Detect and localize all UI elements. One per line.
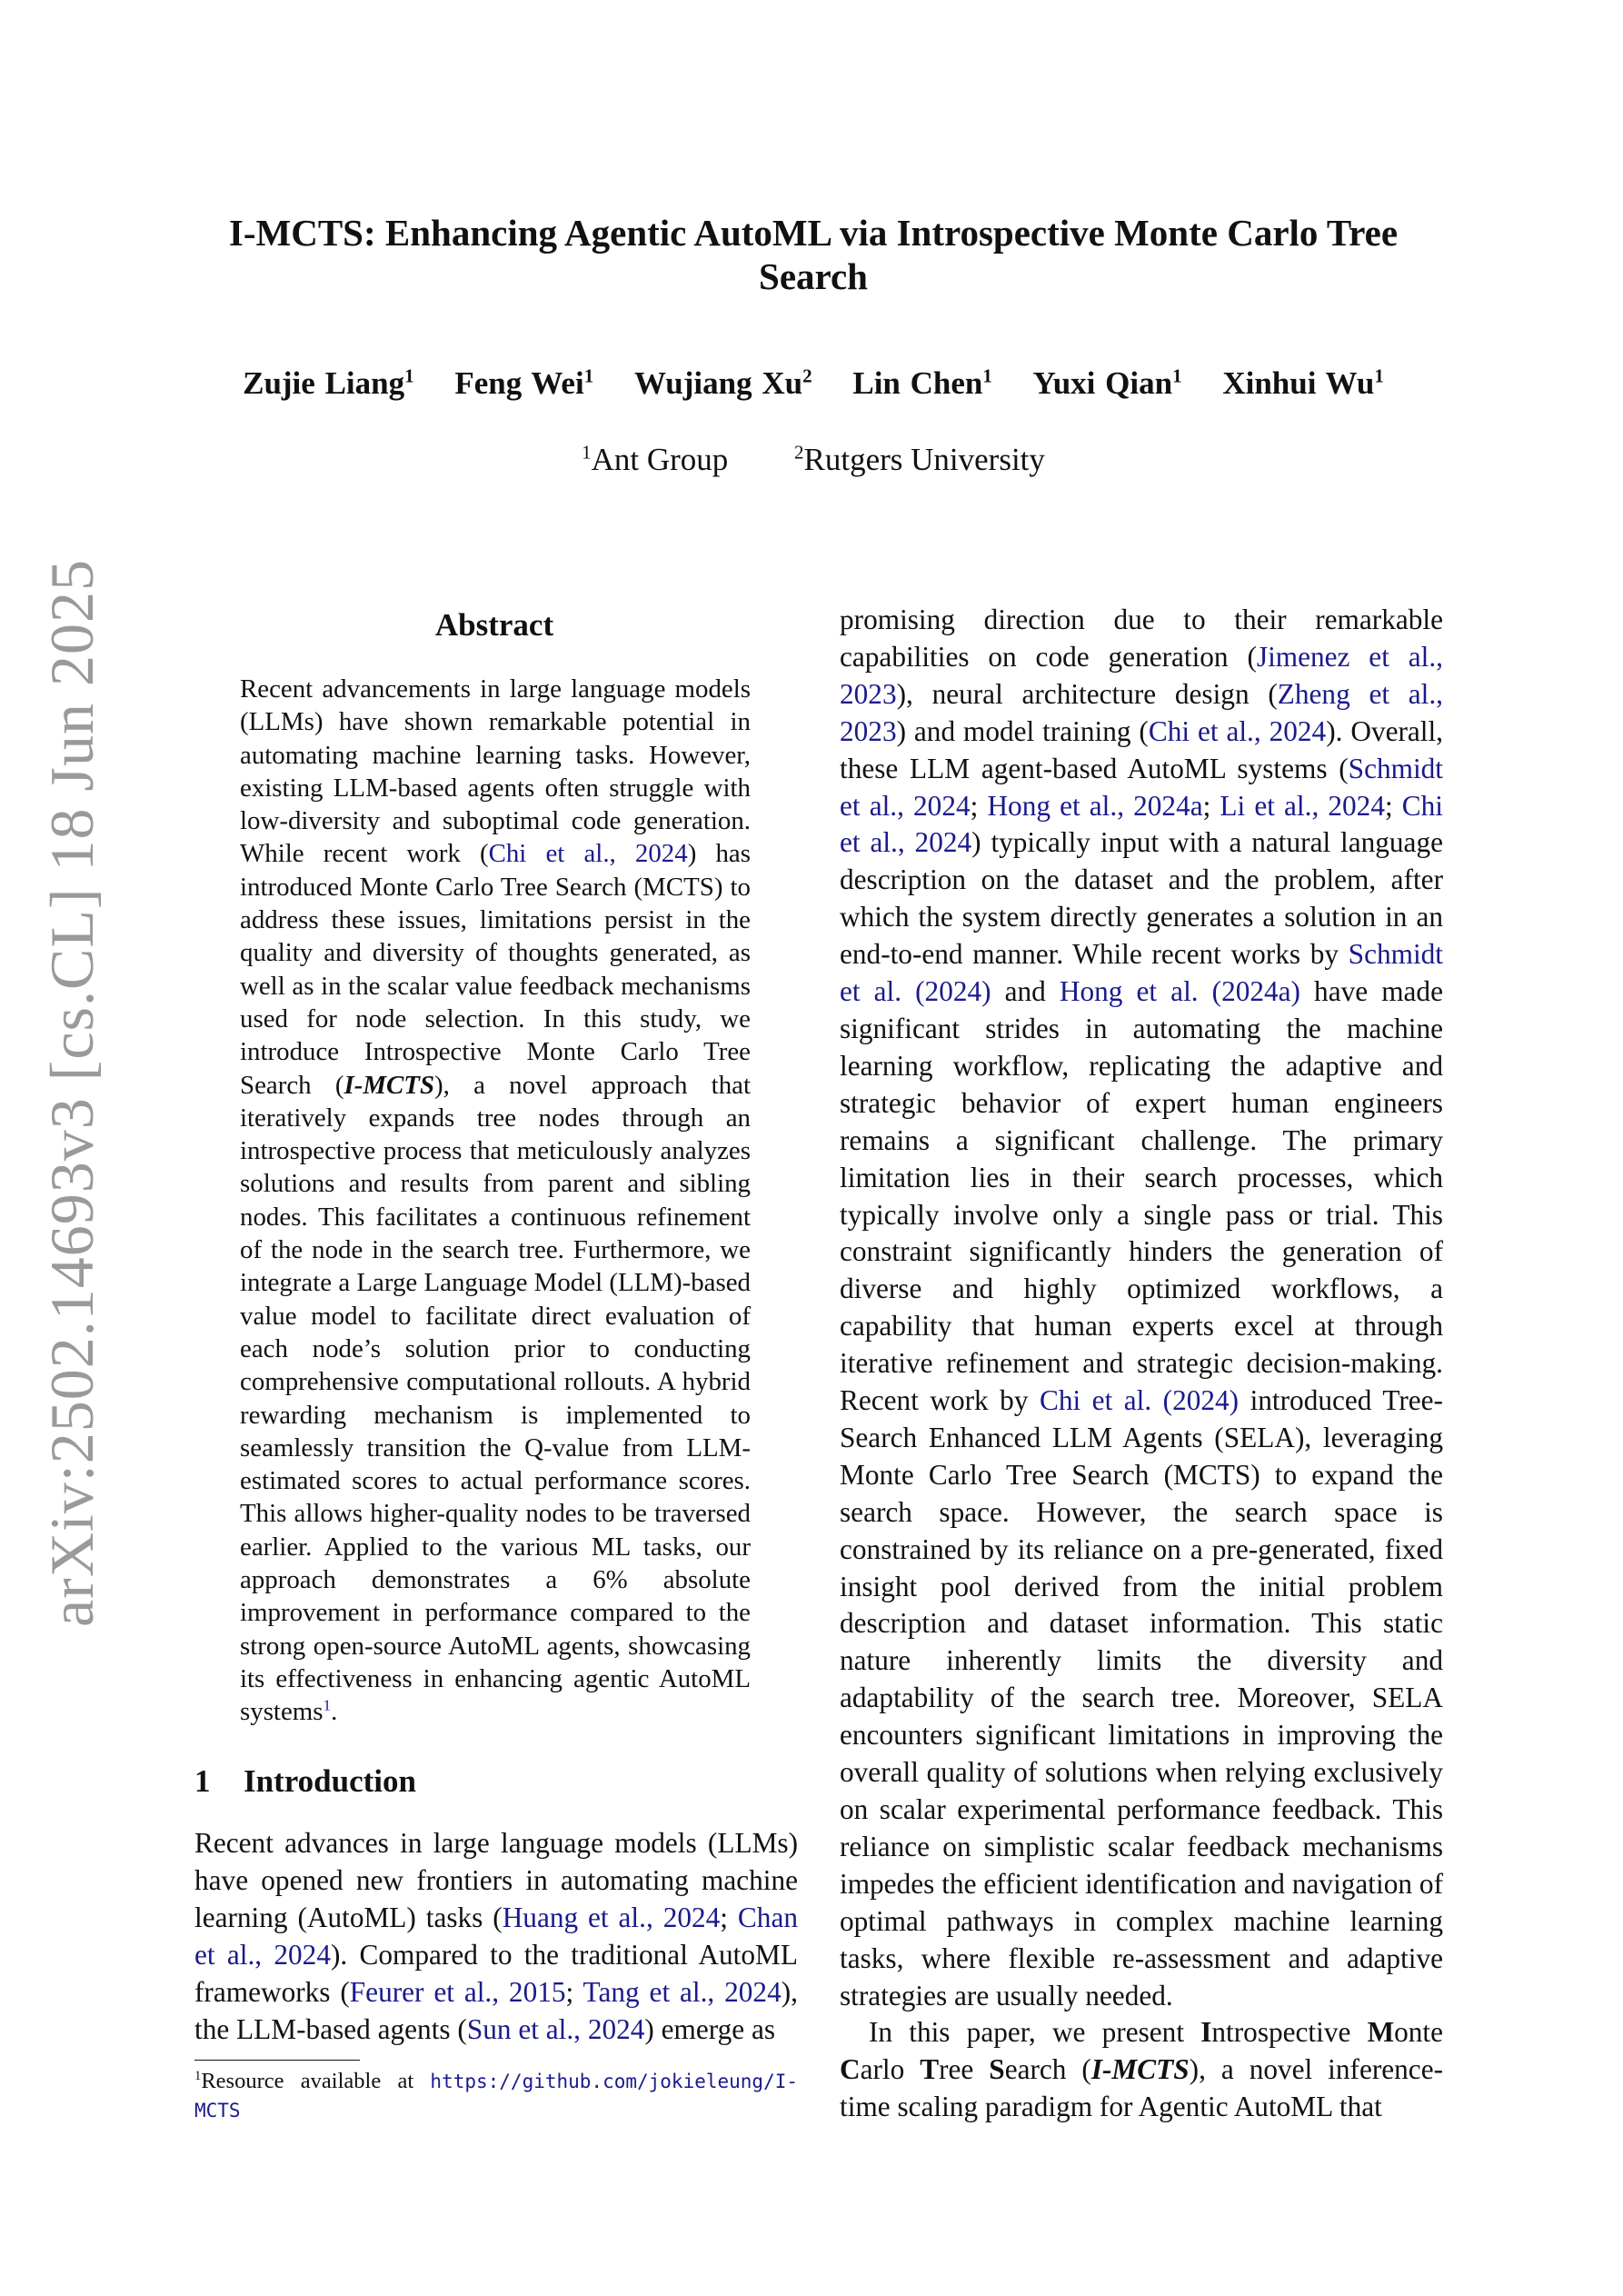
arxiv-identifier: arXiv:2502.14693v3 [cs.CL] 18 Jun 2025 — [37, 558, 106, 1627]
body-text: promising direction due to their remarkable capabilities on code generation ( — [840, 604, 1443, 673]
abstract-text: . — [331, 1697, 338, 1727]
affiliation-mark: 1 — [583, 364, 594, 387]
author-list — [182, 364, 1445, 404]
affiliation-mark: 1 — [404, 364, 414, 387]
affiliation-mark: 1 — [582, 441, 592, 464]
citation-link[interactable]: Hong et al., 2024a — [987, 789, 1203, 822]
acronym-letter: C — [840, 2053, 861, 2086]
paper-title: I-MCTS: Enhancing Agentic AutoML via Introspective Monte Carlo Tree Search — [228, 212, 1399, 297]
author-name: Feng Wei — [454, 365, 584, 401]
body-text: ; — [720, 1901, 738, 1933]
affiliation-mark: 1 — [982, 364, 992, 387]
author-name: Lin Chen — [852, 365, 983, 401]
body-text: earch ( — [1004, 2053, 1091, 2086]
footnote-divider — [194, 2060, 360, 2061]
abstract-text: ) has introduced Monte Carlo Tree Search (MCTS) to address these issues, limitations persist in the quality and diversity of thoughts generated, as well as in the scalar value feedback mechanisms used for node selection. In this study, we introduce Introspective Monte Carlo Tree Search ( — [240, 839, 751, 1100]
footnote-text: Resource available at — [201, 2069, 431, 2093]
citation-link[interactable]: Hong et al. (2024a) — [1059, 975, 1300, 1008]
abstract-text: ), a novel approach that iteratively expands tree nodes through an introspective process that meticulously analyzes solutions and results from parent and sibling nodes. This facilitates a continuous refinement of the node in the search tree. Furthermore, we integrate a Large Language Model (LLM)-based value model to facilitate direct evaluation of each node’s solution prior to conducting comprehensive computational rollouts. A hybrid rewarding mechanism is implemented to seamlessly transition the Q-value from LLM-estimated scores to actual performance scores. This allows higher-quality nodes to be traversed earlier. Applied to the various ML tasks, our approach demonstrates a 6% absolute improvement in performance compared to the strong open-source AutoML agents, showcasing its effectiveness in enhancing agentic AutoML systems — [240, 1070, 752, 1727]
author — [1033, 364, 1182, 404]
author-name: Xinhui Wu — [1222, 365, 1375, 401]
footnote-mark: 1 — [194, 2069, 202, 2084]
citation-link[interactable]: Zheng et al., 2023 — [840, 677, 1443, 747]
citation-link[interactable]: Chi et al., 2024 — [840, 789, 1443, 859]
citation-link[interactable]: Li et al., 2024 — [1220, 789, 1385, 822]
citation-link[interactable]: Jimenez et al., 2023 — [840, 640, 1443, 710]
body-paragraph — [840, 2014, 1443, 2126]
citation-link[interactable]: Chan et al., 2024 — [194, 1901, 798, 1971]
author — [634, 364, 812, 404]
affiliation-name: Rutgers University — [803, 442, 1045, 477]
body-text: ; — [970, 789, 988, 822]
citation-link[interactable]: Chi et al. (2024) — [1039, 1384, 1240, 1417]
body-text: have made significant strides in automating the machine learning workflow, replicating the adaptive and strategic behavior of expert human engineers remains a significant challenge. The primary limitation lies in their search processes, which typically involve only a single pass or trial. This constraint significantly hinders the generation of diverse and highly optimized workflows, a capability that human experts excel at through iterative refinement and strategic decision-making. Recent work by — [840, 975, 1443, 1417]
body-text: arlo — [860, 2053, 921, 2086]
method-name: I-MCTS — [344, 1070, 435, 1100]
body-text: In this paper, we present — [869, 2016, 1201, 2049]
affiliation-name: Ant Group — [591, 442, 729, 477]
citation-link[interactable]: Schmidt et al., 2024 — [840, 752, 1443, 822]
author — [1222, 364, 1384, 404]
body-text: ) and model training ( — [896, 714, 1149, 747]
body-text: ; — [1384, 789, 1402, 822]
abstract-heading: Abstract — [434, 607, 554, 643]
body-text: ) typically input with a natural language description on the dataset and the problem, after which the system directly generates a solution in an end-to-end manner. While recent works by — [840, 826, 1443, 971]
section-number: 1 — [194, 1763, 211, 1799]
section-heading-introduction — [194, 1762, 416, 1802]
citation-link[interactable]: Schmidt et al. (2024) — [840, 938, 1443, 1008]
footnote-url-link[interactable]: https://github.com/jokieleung/I-MCTS — [194, 2071, 798, 2121]
abstract-body — [240, 673, 751, 1729]
body-text: ). Compared to the traditional AutoML frameworks ( — [194, 1938, 798, 2008]
body-text: Recent advances in large language models (LLMs) have opened new frontiers in automating machine learning (AutoML) tasks ( — [194, 1827, 798, 1933]
citation-link[interactable]: Sun et al., 2024 — [466, 2012, 645, 2045]
body-text: introduced Tree-Search Enhanced LLM Agents (SELA), leveraging Monte Carlo Tree Search (MCTS) to expand the search space. However, the search space is constrained by its reliance on a pre-generated, fixed insight pool derived from the initial problem description and dataset information. This static nature inherently limits the diversity and adaptability of the search tree. Moreover, SELA encounters significant limitations in improving the overall quality of solutions when relying exclusively on scalar experimental performance feedback. This reliance on simplistic scalar feedback mechanisms impedes the efficient identification and navigation of optimal pathways in complex machine learning tasks, where flexible re-assessment and adaptive strategies are usually needed. — [840, 1384, 1443, 2011]
author — [454, 364, 593, 404]
body-text: ) emerge as — [644, 2012, 776, 2045]
body-text: ), neural architecture design ( — [896, 677, 1278, 710]
body-text: and — [991, 975, 1060, 1008]
body-text: ; — [1202, 789, 1220, 822]
acronym-letter: T — [920, 2053, 940, 2086]
body-text: ntrospective — [1211, 2016, 1368, 2049]
author-name: Yuxi Qian — [1032, 365, 1173, 401]
body-text: ). Overall, these LLM agent-based AutoML systems ( — [840, 714, 1444, 784]
footnote — [194, 2067, 798, 2125]
author-name: Zujie Liang — [243, 365, 405, 401]
author — [243, 364, 414, 404]
section-title: Introduction — [244, 1763, 416, 1799]
affiliation-mark: 2 — [802, 364, 812, 387]
body-text: ; — [565, 1975, 583, 2008]
citation-link[interactable]: Chi et al., 2024 — [488, 839, 688, 869]
body-text: ), the LLM-based agents ( — [194, 1975, 798, 2045]
citation-link[interactable]: Chi et al., 2024 — [1148, 714, 1327, 747]
citation-link[interactable]: Feurer et al., 2015 — [349, 1975, 566, 2008]
author — [852, 364, 992, 404]
introduction-paragraph — [194, 1825, 798, 2048]
footnote-ref-link[interactable]: 1 — [323, 1696, 332, 1714]
right-column — [840, 602, 1443, 2126]
body-text: ), a novel inference-time scaling paradigm for Agentic AutoML that — [840, 2053, 1444, 2123]
author-name: Wujiang Xu — [633, 365, 803, 401]
affiliation — [582, 440, 728, 480]
body-text: onte — [1394, 2016, 1443, 2049]
citation-link[interactable]: Huang et al., 2024 — [502, 1901, 721, 1933]
body-paragraph — [840, 602, 1443, 2014]
affiliation-list — [182, 440, 1445, 480]
citation-link[interactable]: Tang et al., 2024 — [582, 1975, 782, 2008]
affiliation-mark: 1 — [1374, 364, 1384, 387]
body-text: ree — [939, 2053, 990, 2086]
acronym-letter: S — [989, 2053, 1005, 2086]
acronym-letter: I — [1200, 2016, 1212, 2049]
acronym-letter: M — [1367, 2016, 1395, 2049]
affiliation-mark: 1 — [1172, 364, 1182, 387]
method-name: I-MCTS — [1090, 2053, 1190, 2086]
affiliation — [794, 440, 1045, 480]
affiliation-mark: 2 — [794, 441, 804, 464]
abstract-text: Recent advancements in large language models (LLMs) have shown remarkable potential in automating machine learning tasks. However, existing LLM-based agents often struggle with low-diversity and suboptimal code generation. While recent work ( — [240, 674, 751, 869]
